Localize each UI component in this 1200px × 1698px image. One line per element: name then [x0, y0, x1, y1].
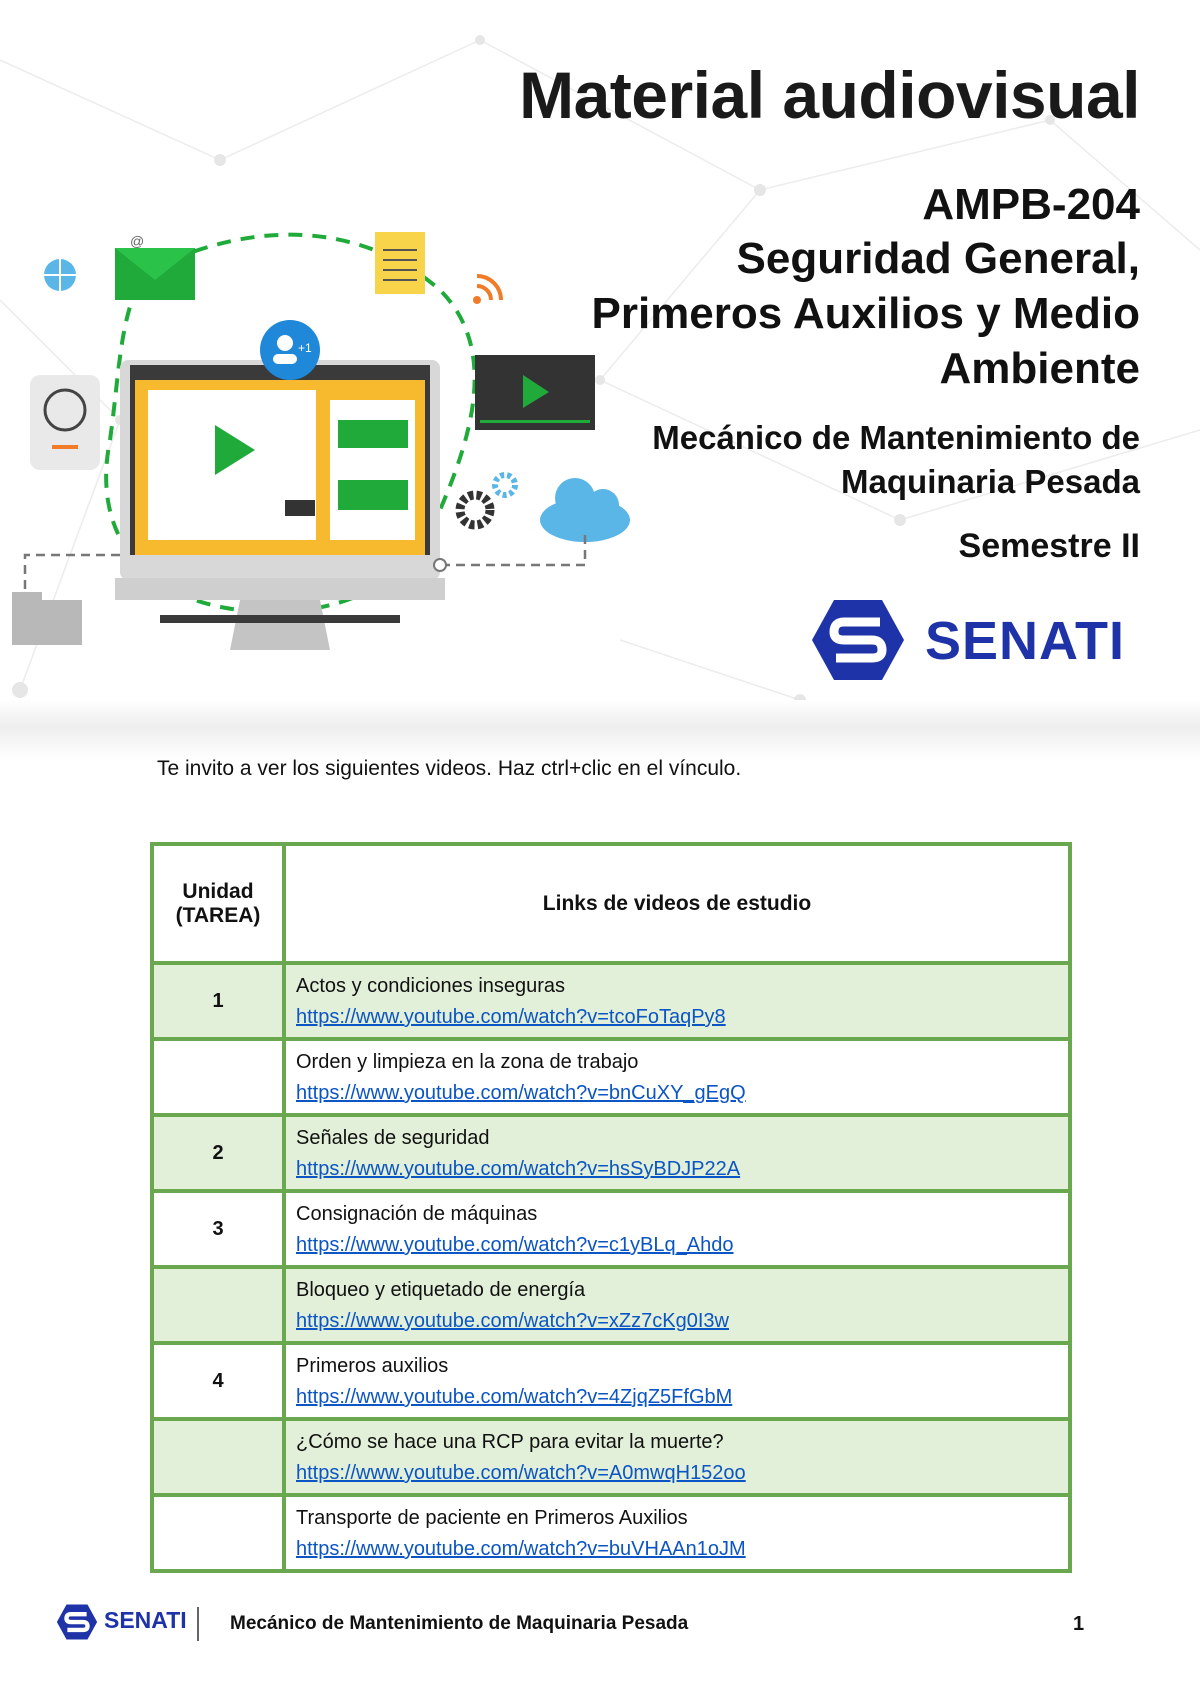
- video-title: Primeros auxilios: [296, 1355, 449, 1377]
- video-cell: [284, 1495, 1070, 1571]
- course-name-line-2: Primeros Auxilios y Medio: [591, 289, 1140, 339]
- footer-senati-logo: [56, 1603, 201, 1643]
- video-title: Orden y limpieza en la zona de trabajo: [296, 1051, 639, 1073]
- career-name: [440, 416, 1140, 503]
- title-block: [440, 60, 1140, 566]
- unit-cell: [152, 1039, 284, 1115]
- video-title: Consignación de máquinas: [296, 1203, 538, 1225]
- video-link[interactable]: https://www.youtube.com/watch?v=buVHAAn1oJM: [296, 1538, 746, 1560]
- course-name-line-1: Seguridad General,: [736, 234, 1140, 284]
- unit-cell: [152, 1267, 284, 1343]
- video-link[interactable]: https://www.youtube.com/watch?v=c1yBLq_Ahdo: [296, 1234, 734, 1256]
- unit-cell: [152, 1495, 284, 1571]
- senati-logo-icon: [810, 598, 906, 682]
- unit-cell: [152, 1419, 284, 1495]
- video-links-table: [150, 842, 1072, 1573]
- page-number: 1: [1073, 1613, 1085, 1635]
- table-row: [152, 1495, 1070, 1571]
- senati-logo: [810, 598, 1130, 688]
- unit-cell: 1: [152, 963, 284, 1039]
- footer-divider: [197, 1607, 199, 1641]
- video-cell: [284, 1039, 1070, 1115]
- video-link[interactable]: https://www.youtube.com/watch?v=hsSyBDJP22A: [296, 1158, 741, 1180]
- table-row: [152, 1039, 1070, 1115]
- career-line-1: Mecánico de Mantenimiento de: [652, 419, 1140, 457]
- career-line-2: Maquinaria Pesada: [841, 462, 1140, 500]
- table-row: [152, 1419, 1070, 1495]
- table-header-row: [152, 844, 1070, 963]
- video-cell: [284, 1115, 1070, 1191]
- cover-header: [0, 0, 1200, 750]
- video-cell: [284, 1267, 1070, 1343]
- video-link[interactable]: https://www.youtube.com/watch?v=tcoFoTaqPy8: [296, 1006, 726, 1028]
- video-link[interactable]: https://www.youtube.com/watch?v=bnCuXY_gEgQ: [296, 1082, 746, 1104]
- intro-text: Te invito a ver los siguientes videos. Haz ctrl+clic en el vínculo.: [157, 757, 742, 780]
- senati-logo-text: SENATI: [925, 611, 1126, 671]
- senati-logo-icon: [56, 1603, 98, 1641]
- video-cell: [284, 1343, 1070, 1419]
- video-title: Transporte de paciente en Primeros Auxilios: [296, 1507, 688, 1529]
- table-row: [152, 1267, 1070, 1343]
- table-row: [152, 1343, 1070, 1419]
- unit-cell: 2: [152, 1115, 284, 1191]
- video-title: ¿Cómo se hace una RCP para evitar la muerte?: [296, 1431, 724, 1453]
- links-column-header: Links de videos de estudio: [284, 844, 1070, 963]
- header-shadow: [0, 700, 1200, 760]
- course-name-line-3: Ambiente: [939, 344, 1140, 394]
- video-cell: [284, 1419, 1070, 1495]
- course-code: AMPB-204: [922, 180, 1140, 230]
- video-link[interactable]: https://www.youtube.com/watch?v=xZz7cKg0I3w: [296, 1310, 729, 1332]
- page-footer: [0, 1595, 1200, 1655]
- svg-text:+1: +1: [298, 341, 312, 355]
- unit-cell: 4: [152, 1343, 284, 1419]
- document-title: Material audiovisual: [519, 58, 1140, 132]
- video-cell: [284, 1191, 1070, 1267]
- table-row: [152, 963, 1070, 1039]
- video-link[interactable]: https://www.youtube.com/watch?v=4ZjqZ5FfGbM: [296, 1386, 733, 1408]
- semester-label: Semestre II: [958, 527, 1140, 566]
- unit-column-header: Unidad (TAREA): [152, 844, 284, 963]
- footer-career-text: Mecánico de Mantenimiento de Maquinaria Pesada: [230, 1613, 689, 1634]
- video-title: Señales de seguridad: [296, 1127, 490, 1149]
- unit-cell: 3: [152, 1191, 284, 1267]
- table-row: [152, 1115, 1070, 1191]
- video-title: Bloqueo y etiquetado de energía: [296, 1279, 586, 1301]
- table-row: [152, 1191, 1070, 1267]
- video-cell: [284, 963, 1070, 1039]
- video-title: Actos y condiciones inseguras: [296, 975, 566, 997]
- footer-logo-text: SENATI: [104, 1607, 187, 1633]
- video-link[interactable]: https://www.youtube.com/watch?v=A0mwqH152oo: [296, 1462, 746, 1484]
- svg-text:@: @: [130, 233, 145, 249]
